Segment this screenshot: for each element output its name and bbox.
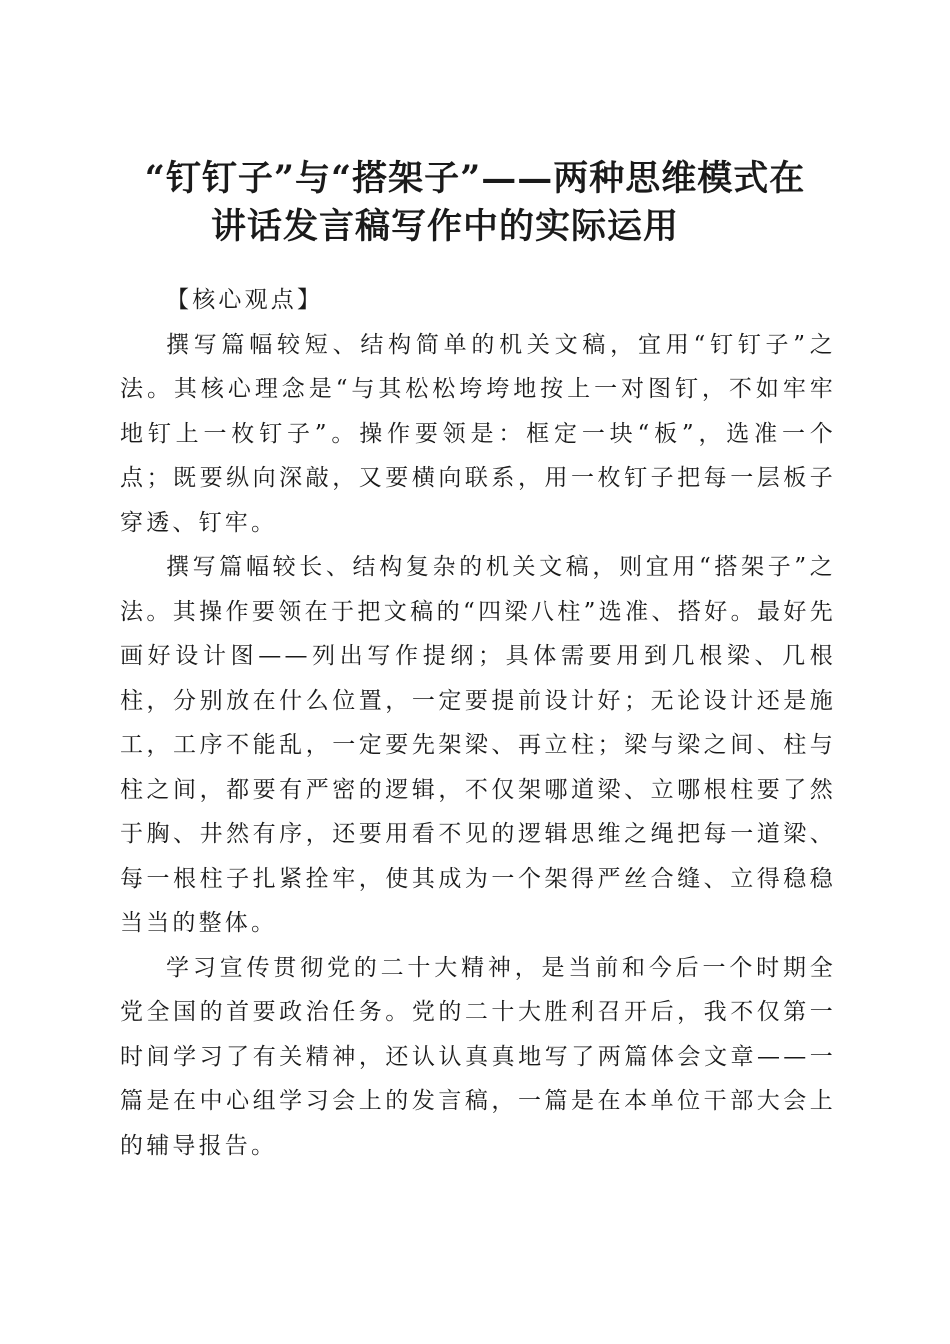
title-line-1: “钉钉子”与“搭架子”——两种思维模式在: [144, 158, 806, 200]
document-title: [0, 155, 950, 251]
section-heading: 【核心观点】: [166, 287, 324, 313]
paragraph-study: 学习宣传贯彻党的二十大精神，是当前和今后一个时期全党全国的首要政治任务。党的二十大胜利召开后，我不仅第一时间学习了有关精神，还认认真真地写了两篇体会文章——一篇是在中心组学习会上的发言稿，一篇是在本单位干部大会上的辅导报告。: [120, 954, 836, 1159]
title-line-2: 讲话发言稿写作中的实际运用: [210, 206, 679, 248]
document-body: [120, 278, 836, 1168]
paragraph-nail: 撰写篇幅较短、结构简单的机关文稿，宜用“钉钉子”之法。其核心理念是“与其松松垮垮地按上一对图钉，不如牢牢地钉上一枚钉子”。操作要领是：框定一块“板”，选准一个点；既要纵向深敲，又要横向联系，用一枚钉子把每一层板子穿透、钉牢。: [120, 331, 836, 536]
paragraph-framework: 撰写篇幅较长、结构复杂的机关文稿，则宜用“搭架子”之法。其操作要领在于把文稿的“四梁八柱”选准、搭好。最好先画好设计图——列出写作提纲；具体需要用到几根梁、几根柱，分别放在什么位置，一定要提前设计好；无论设计还是施工，工序不能乱，一定要先架梁、再立柱；梁与梁之间、柱与柱之间，都要有严密的逻辑，不仅架哪道梁、立哪根柱要了然于胸、井然有序，还要用看不见的逻辑思维之绳把每一道梁、每一根柱子扎紧拴牢，使其成为一个架得严丝合缝、立得稳稳当当的整体。: [120, 554, 836, 936]
